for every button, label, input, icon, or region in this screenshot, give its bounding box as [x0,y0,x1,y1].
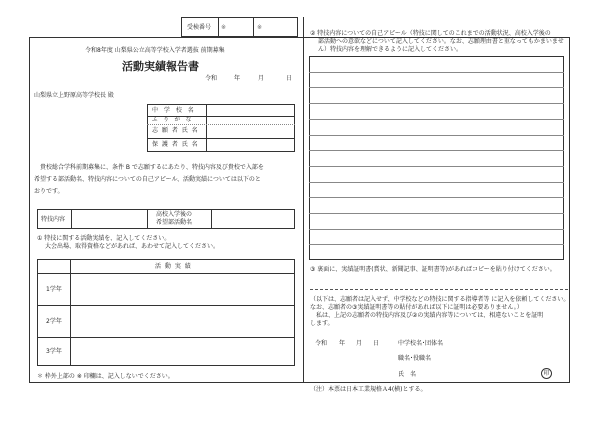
date-era: 令和 [205,75,218,82]
exam-number-mark: ※ [221,24,227,31]
exam-number-mark: ※ [257,24,263,31]
grade-label: 2学年 [46,318,62,325]
divider [218,17,219,37]
school-name-field[interactable] [207,105,294,116]
paper-note: （注）本票は日本工業規格Ａ4(横)とする。 [310,386,427,393]
intro-line: 希望する部活動名、特技内容についての自己アピール、活動実績については以下のと [34,176,261,183]
addressee: 山梨県立上野原高等学校長 殿 [34,92,114,99]
guardian-name-label: 保 護 者 氏 名 [152,141,199,148]
applicant-name-field[interactable] [207,125,294,138]
writing-line [309,103,564,104]
cut-line [310,289,568,290]
cert-line: （以下は、志願者は記入せず、中学校などの特技に関する指導者等 に記入を依頼してください。 [310,296,570,303]
cert-date-day: 日 [373,340,380,347]
date-year: 年 [234,75,241,82]
writing-line [309,72,564,73]
furigana-label: ふ り が な [152,117,194,123]
section1-title: ① 特技に関する活動実績を、記入してください。 [37,235,171,242]
grade1-field[interactable] [71,274,294,304]
cert-name-label: 氏 名 [398,371,417,378]
activity-table-header: 活 動 実 績 [155,263,192,270]
intro-line: 貴校総合学科前期募集に、条件 B で志願するにあたり、特技内容及び貴校で入部を [34,164,264,171]
grade-label: 1学年 [46,286,62,293]
school-name-label: 中 学 校 名 [152,107,196,114]
exam-number-label: 受検番号 [187,24,212,31]
cert-date-year: 年 [339,340,346,347]
club-field[interactable] [212,210,294,228]
grade-label: 3学年 [46,348,62,355]
grade3-field[interactable] [71,338,294,365]
cert-line: します。 [310,320,334,327]
writing-line [309,87,564,88]
club-label: 高校入学後の [156,211,193,218]
seal-mark [541,368,552,379]
grade2-field[interactable] [71,306,294,336]
cert-date-era: 令和 [315,340,328,347]
writing-line [309,150,564,151]
cert-line: なお、志願者の③実績証明書等の貼付があれば以下に証明は必要ありません。） [310,304,523,311]
form-subtitle: 令和8年度 山梨県公立高等学校入学者選抜 前期募集 [85,47,225,54]
form-title: 活動実績報告書 [122,60,199,73]
writing-line [309,213,564,214]
date-month: 月 [258,75,265,82]
cert-line: 私は、上記の志願者の特技内容及び②の実績内容等については、相違ないことを証明 [310,312,544,319]
applicant-name-label: 志 願 者 氏 名 [152,127,199,134]
writing-line [309,166,564,167]
writing-line [309,197,564,198]
section2-sub: ん）特技内容を理解できるように記入してください。 [318,46,463,53]
writing-line [309,135,564,136]
club-label: 希望部活動名 [156,219,193,226]
section2-title: ② 特技内容についての自己アピール（特技に関してのこれまでの活動状況、高校入学後の [310,30,551,37]
writing-line [309,244,564,245]
divider [253,17,254,37]
section1-note: 大会出場、取得資格などがあれば、あわせて記入してください。 [45,243,220,250]
writing-line [309,119,564,120]
cert-date-month: 月 [356,340,363,347]
footnote: ＊ 枠外上部の ※ 印欄は、記入しないでください。 [37,373,174,380]
writing-line [309,229,564,230]
furigana-field[interactable] [207,117,294,124]
writing-line [309,182,564,183]
cert-org-label: 中学校名･団体名 [398,340,444,347]
section2-sub: 部活動への意欲などについて記入してください。なお、志願理由書と重なってもかまいませ [318,38,564,45]
center-divider [303,17,304,383]
specialty-label: 特技内容 [41,216,66,223]
section3-title: ③ 裏面に、実績証明書(賞状、新聞記事、証明書等)があればコピーを貼り付けてください。 [310,266,556,273]
intro-line: おりです。 [34,188,64,195]
divider [147,209,148,229]
seal-icon: 印 [543,370,550,377]
cert-position-label: 職名･役職名 [398,355,432,362]
date-day: 日 [286,75,293,82]
guardian-name-field[interactable] [207,139,294,151]
specialty-field[interactable] [72,210,146,228]
